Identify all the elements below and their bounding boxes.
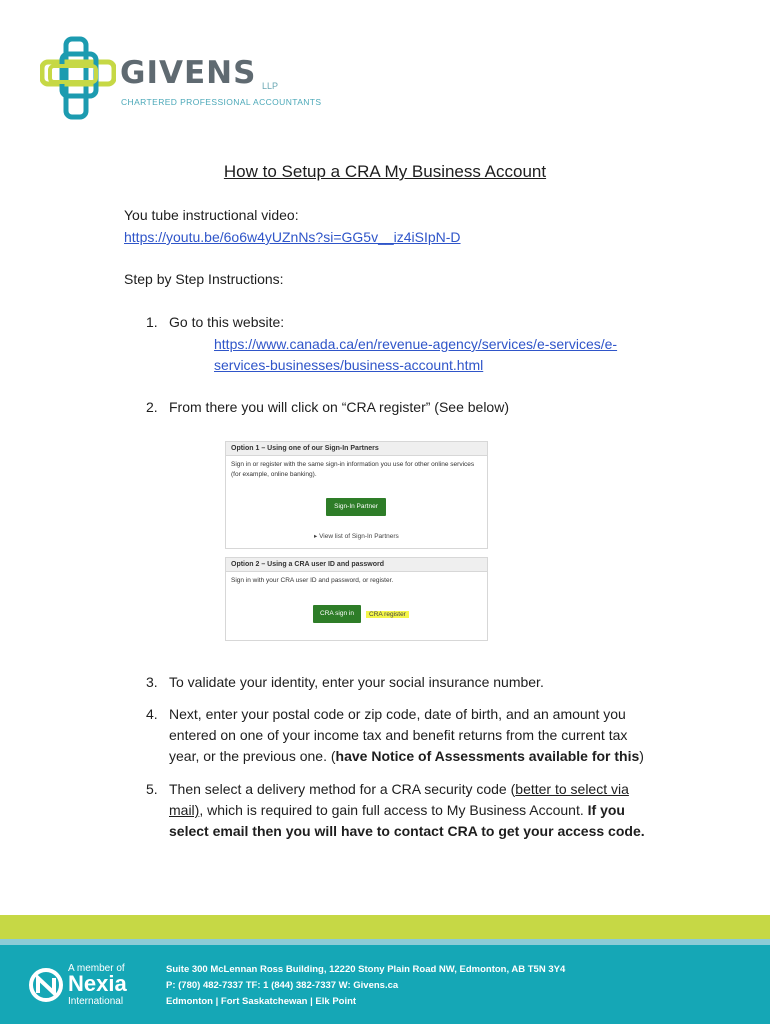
step-5-underlined-2: mail) — [169, 802, 200, 818]
footer-address: Suite 300 McLennan Ross Building, 12220 Stony Plain Road NW, Edmonton, AB T5N 3Y4 — [166, 964, 566, 975]
footer-contact: P: (780) 482-7337 TF: 1 (844) 382-7337 W: Givens.ca — [166, 980, 399, 991]
footer-lime-band — [0, 915, 770, 939]
step-3-number: 3. — [146, 674, 158, 690]
nexia-name: Nexia — [68, 971, 127, 996]
nexia-member-text: A member of — [68, 963, 125, 974]
step-3-text: To validate your identity, enter your social insurance number. — [169, 674, 544, 690]
step-1-number: 1. — [146, 314, 158, 330]
step-2-number: 2. — [146, 399, 158, 415]
step-4-bold-note: have Notice of Assessments available for this — [335, 748, 640, 764]
footer-locations: Edmonton | Fort Saskatchewan | Elk Point — [166, 996, 357, 1007]
video-label: You tube instructional video: — [124, 207, 299, 223]
step-4-line-3-end: ) — [639, 748, 644, 764]
logo-wordmark: GIVENS — [120, 55, 257, 91]
page-title: How to Setup a CRA My Business Account — [223, 162, 547, 181]
option-2-text: Sign in with your CRA user ID and password, or register. — [231, 577, 394, 584]
step-5-number: 5. — [146, 781, 158, 797]
option-1-title: Option 1 – Using one of our Sign-In Partners — [226, 442, 487, 456]
steps-label: Step by Step Instructions: — [124, 271, 284, 287]
option-1-panel — [225, 441, 488, 549]
step-4-line-3 — [169, 746, 689, 767]
step-4-line-3-text: year, or the previous one. ( — [169, 748, 336, 764]
step-5-line-2 — [169, 800, 689, 821]
nexia-logo — [28, 963, 138, 1011]
option-2-title: Option 2 – Using a CRA user ID and password — [226, 558, 487, 572]
cra-business-link-line-1[interactable]: https://www.canada.ca/en/revenue-agency/services/e-services/e- — [214, 336, 618, 352]
step-5-line-1 — [169, 779, 689, 800]
givens-cross-icon — [40, 36, 116, 122]
view-partners-list: ▸ View list of Sign-In Partners — [314, 533, 399, 540]
givens-logo — [40, 36, 322, 122]
cra-signin-screenshot — [225, 441, 488, 641]
video-link[interactable]: https://youtu.be/6o6w4yUZnNs?si=GG5v__iz4iSIpN-D — [124, 229, 461, 245]
nexia-mark-icon — [28, 967, 64, 1003]
option-1-text: Sign in or register with the same sign-in information you use for other online services (for example, online banking). — [231, 461, 475, 478]
step-5-line-1-text: Then select a delivery method for a CRA security code ( — [169, 781, 516, 797]
step-4-line-2: entered on one of your income tax and benefit returns from the current tax — [169, 727, 628, 743]
step-4-number: 4. — [146, 706, 158, 722]
step-5-bold-1: If you — [587, 802, 625, 818]
logo-tagline: CHARTERED PROFESSIONAL ACCOUNTANTS — [121, 97, 322, 107]
step-1-text: Go to this website: — [169, 314, 285, 330]
cra-register-highlight: CRA register — [366, 611, 409, 618]
cra-sign-in-button: CRA sign in — [313, 605, 361, 623]
sign-in-partner-button: Sign-In Partner — [326, 498, 386, 516]
step-4-line-1: Next, enter your postal code or zip code, date of birth, and an amount you — [169, 706, 626, 722]
logo-llp: LLP — [262, 81, 279, 91]
step-2-text: From there you will click on “CRA register” (See below) — [169, 399, 509, 415]
step-5-underlined-1: better to select via — [515, 781, 629, 797]
step-5-bold-2: select email then you will have to contact CRA to get your access code. — [169, 823, 645, 839]
cra-business-link-line-2[interactable]: services-businesses/business-account.html — [214, 357, 484, 373]
step-5-line-2-text: , which is required to gain full access to My Business Account. — [199, 802, 588, 818]
nexia-international: International — [68, 996, 124, 1007]
option-2-panel — [225, 557, 488, 641]
